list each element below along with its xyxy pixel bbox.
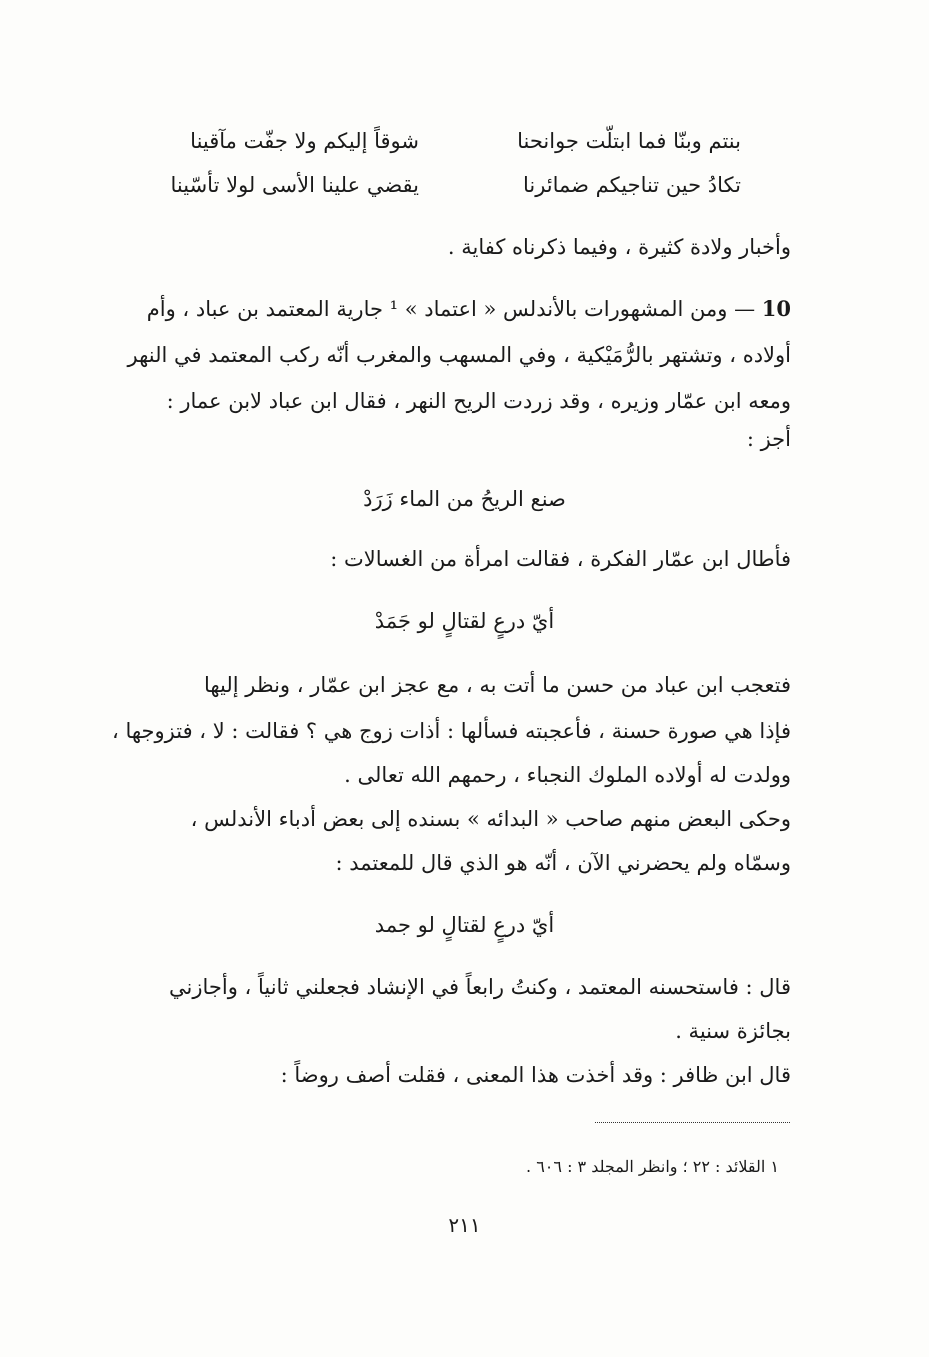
paragraph-walladah: وأخبار ولادة كثيرة ، وفيما ذكرناه كفاية . [447, 235, 791, 259]
paragraph-4-line-1: وحكى البعض منهم صاحب « البدائه » بسنده إلى بعض أدباء الأندلس ، [190, 807, 791, 831]
paragraph-5-line-2: بجائزة سنية . [675, 1019, 791, 1043]
hemistich-jamad: أيّ درعٍ لقتالٍ لو جَمَدْ [374, 609, 555, 633]
entry-10-line-4: أجز : [746, 427, 791, 451]
paragraph-4-line-2: وسمّاه ولم يحضرني الآن ، أنّه هو الذي قال للمعتمد : [335, 851, 791, 875]
entry-10-line-3: ومعه ابن عمّار وزيره ، وقد زردت الريح النهر ، فقال ابن عباد لابن عمار : [166, 389, 791, 413]
verse-2-second-hemistich: يقضي علينا الأسى لولا تأسّينا [170, 173, 419, 197]
paragraph-ibn-ammar: فأطال ابن عمّار الفكرة ، فقالت امرأة من الغسالات : [330, 547, 791, 571]
verse-2-first-hemistich: تكادُ حين تناجيكم ضمائرنا [522, 173, 741, 197]
paragraph-ibn-zafir: قال ابن ظافر : وقد أخذت هذا المعنى ، فقلت أصف روضاً : [280, 1063, 791, 1087]
entry-number: 10 [761, 296, 791, 321]
footnote: ١ القلائد : ٢٢ ؛ وانظر المجلد ٣ : ٦٠٦ . [526, 1157, 779, 1176]
entry-10-line-1-text: — ومن المشهورات بالأندلس « اعتماد » ¹ جارية المعتمد بن عباد ، وأم [146, 297, 756, 321]
paragraph-5-line-1: قال : فاستحسنه المعتمد ، وكنتُ رابعاً في الإنشاد فجعلني ثانياً ، وأجازني [168, 975, 791, 999]
page-number: ٢١١ [448, 1213, 481, 1237]
paragraph-3-line-2: فإذا هي صورة حسنة ، فأعجبته فسألها : أذات زوج هي ؟ فقالت : لا ، فتزوجها ، [112, 719, 791, 743]
footnote-separator [595, 1122, 790, 1123]
paragraph-3-line-3: وولدت له أولاده الملوك النجباء ، رحمهم الله تعالى . [344, 763, 791, 787]
hemistich-zarad: صنع الريحُ من الماء زَرَدْ [363, 487, 566, 511]
hemistich-jamad-repeat: أيّ درعٍ لقتالٍ لو جمد [374, 913, 555, 937]
verse-1-first-hemistich: بنتم وبنّا فما ابتلّت جوانحنا [517, 129, 741, 153]
paragraph-3-line-1: فتعجب ابن عباد من حسن ما أتت به ، مع عجز ابن عمّار ، ونظر إليها [203, 673, 791, 697]
entry-10-line-1 [147, 294, 791, 324]
entry-10-line-2: أولاده ، وتشتهر بالرُّمَيْكية ، وفي المسهب والمغرب أنّه ركب المعتمد في النهر [127, 343, 791, 367]
verse-1-second-hemistich: شوقاً إليكم ولا جفّت مآقينا [190, 129, 419, 153]
